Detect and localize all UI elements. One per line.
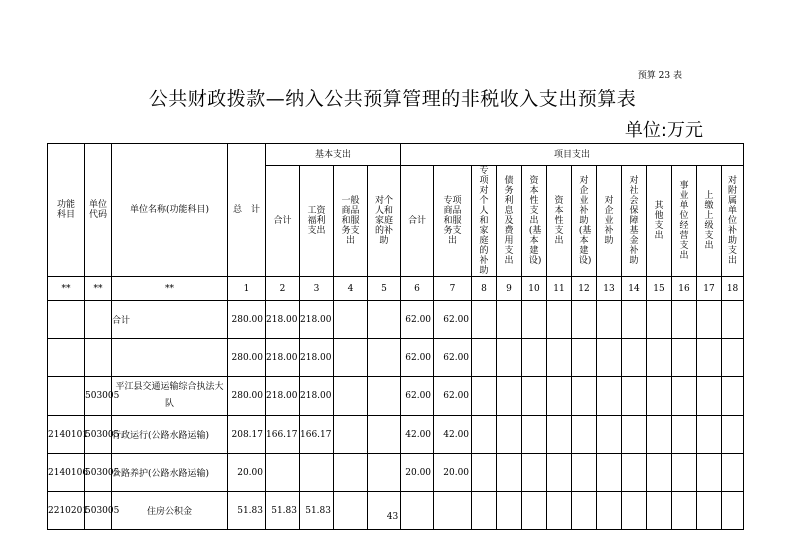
cell-total: 280.00 bbox=[228, 377, 266, 416]
cell-code bbox=[85, 301, 112, 339]
header-special-personal: 专项对个人和家庭的补助 bbox=[472, 166, 497, 277]
header-wages: 工资福利支出 bbox=[300, 166, 334, 277]
page-number: 43 bbox=[386, 512, 399, 522]
cell-special: 20.00 bbox=[434, 454, 472, 492]
cell-total: 280.00 bbox=[228, 339, 266, 377]
header-project-subtotal: 合计 bbox=[401, 166, 434, 277]
index-cell: ** bbox=[48, 277, 85, 301]
cell-wages: 166.17 bbox=[300, 416, 334, 454]
cell-total: 208.17 bbox=[228, 416, 266, 454]
cell-basic: 51.83 bbox=[266, 492, 300, 530]
cell-project: 42.00 bbox=[401, 416, 434, 454]
cell-project: 62.00 bbox=[401, 339, 434, 377]
header-goods: 一般商品和服务支出 bbox=[334, 166, 368, 277]
cell-func: 2140106 bbox=[48, 454, 85, 492]
index-cell: 8 bbox=[472, 277, 497, 301]
index-cell: 5 bbox=[368, 277, 401, 301]
header-total: 总 计 bbox=[228, 144, 266, 277]
cell-code: 503005 bbox=[85, 377, 112, 416]
header-enterprise-infra: 对企业补助(基本建设) bbox=[572, 166, 597, 277]
header-debt: 债务利息及费用支出 bbox=[497, 166, 522, 277]
index-cell: ** bbox=[112, 277, 228, 301]
cell-name: 公路养护(公路水路运输) bbox=[112, 454, 228, 492]
index-cell: 9 bbox=[497, 277, 522, 301]
cell-wages: 218.00 bbox=[300, 377, 334, 416]
header-social: 对社会保障基金补助 bbox=[622, 166, 647, 277]
header-special-goods: 专项商品和服务支出 bbox=[434, 166, 472, 277]
header-business: 事业单位经营支出 bbox=[672, 166, 697, 277]
header-basic-subtotal: 合计 bbox=[266, 166, 300, 277]
cell-basic: 218.00 bbox=[266, 377, 300, 416]
index-cell: 15 bbox=[647, 277, 672, 301]
cell-name: 行政运行(公路水路运输) bbox=[112, 416, 228, 454]
cell-total: 20.00 bbox=[228, 454, 266, 492]
cell-special: 42.00 bbox=[434, 416, 472, 454]
cell-name bbox=[112, 339, 228, 377]
index-cell: 4 bbox=[334, 277, 368, 301]
index-cell: 14 bbox=[622, 277, 647, 301]
unit-label: 单位:万元 bbox=[624, 120, 703, 141]
cell-wages: 218.00 bbox=[300, 339, 334, 377]
cell-project: 20.00 bbox=[401, 454, 434, 492]
header-basic-group: 基本支出 bbox=[266, 144, 401, 166]
cell-total: 280.00 bbox=[228, 301, 266, 339]
cell-func bbox=[48, 377, 85, 416]
budget-table bbox=[47, 143, 744, 530]
cell-basic: 218.00 bbox=[266, 339, 300, 377]
cell-special: 62.00 bbox=[434, 339, 472, 377]
index-cell: 3 bbox=[300, 277, 334, 301]
header-capital-infra: 资本性支出(基本建设) bbox=[522, 166, 547, 277]
index-cell: ** bbox=[85, 277, 112, 301]
cell-code: 503005 bbox=[85, 454, 112, 492]
cell-basic bbox=[266, 454, 300, 492]
cell-special bbox=[434, 492, 472, 530]
index-cell: 17 bbox=[697, 277, 722, 301]
header-project-group: 项目支出 bbox=[401, 144, 744, 166]
header-other: 其他支出 bbox=[647, 166, 672, 277]
cell-special: 62.00 bbox=[434, 301, 472, 339]
index-cell: 7 bbox=[434, 277, 472, 301]
cell-code: 503005 bbox=[85, 416, 112, 454]
cell-basic: 218.00 bbox=[266, 301, 300, 339]
header-enterprise: 对企业补助 bbox=[597, 166, 622, 277]
cell-name: 住房公积金 bbox=[112, 492, 228, 530]
header-capital: 资本性支出 bbox=[547, 166, 572, 277]
cell-project bbox=[401, 492, 434, 530]
cell-name: 平江县交通运输综合执法大队 bbox=[112, 377, 228, 416]
table-row bbox=[48, 454, 744, 492]
cell-wages: 51.83 bbox=[300, 492, 334, 530]
index-cell: 13 bbox=[597, 277, 622, 301]
cell-special: 62.00 bbox=[434, 377, 472, 416]
cell-project: 62.00 bbox=[401, 301, 434, 339]
header-func-code: 功能科目 bbox=[48, 144, 85, 277]
index-row bbox=[48, 277, 744, 301]
index-cell: 1 bbox=[228, 277, 266, 301]
index-cell: 6 bbox=[401, 277, 434, 301]
table-row bbox=[48, 492, 744, 530]
header-subordinate: 对附属单位补助支出 bbox=[722, 166, 744, 277]
cell-code bbox=[85, 339, 112, 377]
cell-func: 2140101 bbox=[48, 416, 85, 454]
index-cell: 16 bbox=[672, 277, 697, 301]
index-cell: 2 bbox=[266, 277, 300, 301]
header-unit-code: 单位代码 bbox=[85, 144, 112, 277]
cell-wages bbox=[300, 454, 334, 492]
table-row bbox=[48, 339, 744, 377]
cell-code: 503005 bbox=[85, 492, 112, 530]
index-cell: 10 bbox=[522, 277, 547, 301]
index-cell: 18 bbox=[722, 277, 744, 301]
cell-project: 62.00 bbox=[401, 377, 434, 416]
cell-func bbox=[48, 339, 85, 377]
header-personal: 对个人和家庭的补助 bbox=[368, 166, 401, 277]
cell-func bbox=[48, 301, 85, 339]
table-row bbox=[48, 377, 744, 416]
cell-total: 51.83 bbox=[228, 492, 266, 530]
table-row bbox=[48, 301, 744, 339]
cell-name: 合计 bbox=[112, 301, 228, 339]
cell-func: 2210201 bbox=[48, 492, 85, 530]
cell-wages: 218.00 bbox=[300, 301, 334, 339]
header-unit-name: 单位名称(功能科目) bbox=[112, 144, 228, 277]
cell-basic: 166.17 bbox=[266, 416, 300, 454]
table-row bbox=[48, 416, 744, 454]
index-cell: 11 bbox=[547, 277, 572, 301]
table-code: 预算 23 表 bbox=[637, 71, 682, 81]
header-upper: 上缴上级支出 bbox=[697, 166, 722, 277]
page-title: 公共财政拨款—纳入公共预算管理的非税收入支出预算表 bbox=[148, 88, 637, 110]
index-cell: 12 bbox=[572, 277, 597, 301]
